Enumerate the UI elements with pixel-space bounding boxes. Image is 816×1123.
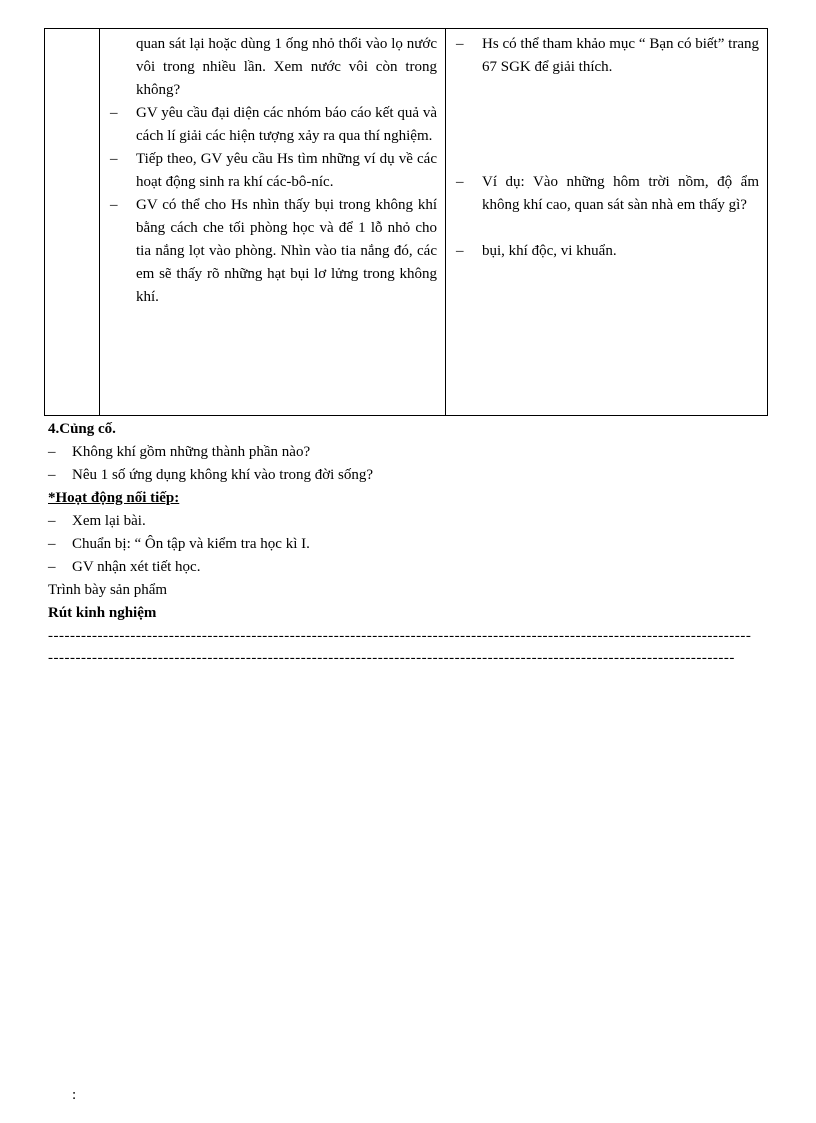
table-left-item: – GV yêu cầu đại diện các nhóm báo cáo kết quả và cách lí giải các hiện tượng xảy ra qua thí nghiệm. — [110, 105, 437, 144]
table-left-item: quan sát lại hoặc dùng 1 ống nhỏ thổi vào lọ nước vôi trong nhiều lần. Xem nước vôi còn trong không? — [136, 36, 437, 98]
table-right-item: – Hs có thể tham khảo mục “ Bạn có biết” trang 67 SGK để giải thích. — [456, 36, 759, 75]
table-right-item: – bụi, khí độc, vi khuẩn. — [456, 243, 617, 259]
table-left-item: – Tiếp theo, GV yêu cầu Hs tìm những ví dụ về các hoạt động sinh ra khí các-bô-níc. — [110, 151, 437, 190]
lesson-body — [48, 418, 768, 625]
table-left-item: – GV có thể cho Hs nhìn thấy bụi trong không khí bằng cách che tối phòng học và để 1 lỗ nhỏ cho tia nắng lọt vào phòng. Nhìn vào tia nắng đó, các em sẽ thấy rõ những hạt bụi lơ lửng trong không khí. — [110, 197, 437, 305]
dotted-line-1: -------------------------------------------------------------------------------------------------------------------------------- — [48, 628, 752, 644]
rut-kinh-nghiem-heading: Rút kinh nghiệm — [48, 605, 157, 621]
list-item: – Không khí gồm những thành phần nào? — [48, 444, 311, 460]
footer-mark: : — [72, 1087, 77, 1103]
trinh-bay-text: Trình bày sản phẩm — [48, 582, 168, 598]
lesson-table — [44, 28, 768, 416]
list-item: – Nêu 1 số ứng dụng không khí vào trong đời sống? — [48, 467, 374, 483]
list-item: – Chuẩn bị: “ Ôn tập và kiểm tra học kì I. — [48, 536, 310, 552]
table-right-item: – Ví dụ: Vào những hôm trời nồm, độ ẩm không khí cao, quan sát sàn nhà em thấy gì? — [456, 174, 759, 213]
list-item: – Xem lại bài. — [48, 513, 146, 529]
table-col-empty — [45, 29, 100, 416]
section-heading-noitiep: *Hoạt động nối tiếp: — [48, 490, 180, 506]
table-col-student — [446, 29, 768, 416]
table-col-teacher — [100, 29, 446, 416]
list-item: – GV nhận xét tiết học. — [48, 559, 201, 575]
dotted-line-2: ----------------------------------------------------------------------------------------------------------------------------- — [48, 650, 735, 666]
section-heading-cungco: 4.Củng cố. — [48, 421, 116, 437]
